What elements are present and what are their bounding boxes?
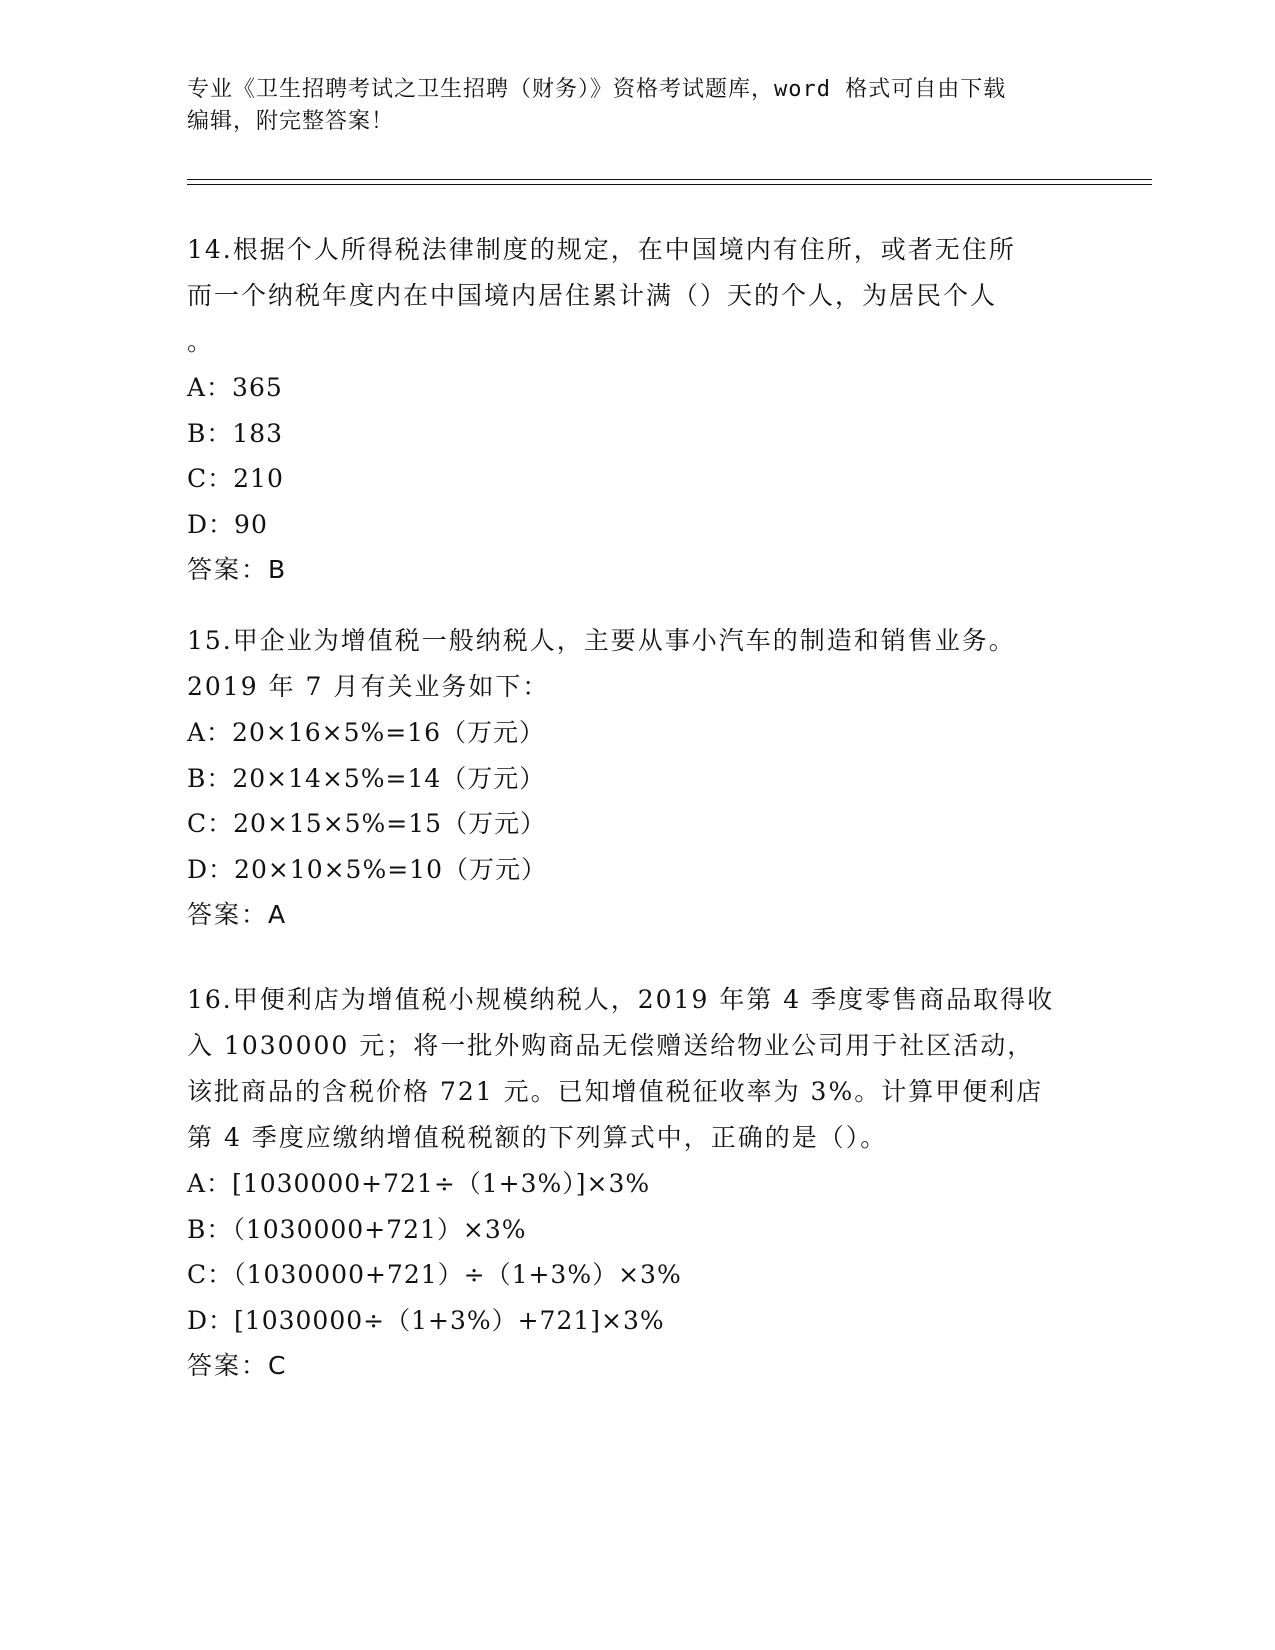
option-d: D：20×10×5%=10（万元）	[187, 854, 547, 884]
header-divider-bottom	[187, 184, 1152, 185]
option-d: D：90	[187, 509, 268, 539]
option-c: C：（1030000+721）÷（1+3%）×3%	[187, 1260, 682, 1289]
question-stem-line: 该批商品的含税价格 721 元。已知增值税征收率为 3%。计算甲便利店	[187, 1077, 1044, 1106]
header-line-1: 专业《卫生招聘考试之卫生招聘（财务）》资格考试题库，word 格式可自由下载	[187, 77, 1007, 102]
option-b: B：183	[187, 418, 284, 448]
question-16	[187, 977, 1087, 1388]
question-stem-line: 15.甲企业为增值税一般纳税人，主要从事小汽车的制造和销售业务。	[187, 626, 1016, 655]
answer-line: 答案：A	[187, 900, 288, 929]
question-14	[187, 227, 1087, 592]
question-stem-line: 16.甲便利店为增值税小规模纳税人，2019 年第 4 季度零售商品取得收	[187, 985, 1055, 1014]
question-stem-line: 入 1030000 元；将一批外购商品无偿赠送给物业公司用于社区活动，	[187, 1031, 1035, 1060]
option-b: B：20×14×5%=14（万元）	[187, 763, 546, 793]
option-b: B：（1030000+721）×3%	[187, 1214, 527, 1244]
option-d: D：[1030000÷（1+3%）+721]×3%	[187, 1305, 665, 1335]
option-a: A：[1030000+721÷（1+3%）]×3%	[187, 1169, 651, 1198]
option-a: A：365	[187, 373, 283, 402]
answer-line: 答案：C	[187, 1351, 288, 1380]
header-divider-top	[187, 179, 1152, 180]
option-c: C：210	[187, 464, 284, 493]
question-stem-line: 第 4 季度应缴纳增值税税额的下列算式中，正确的是（）。	[187, 1123, 888, 1152]
question-stem-line: 而一个纳税年度内在中国境内居住累计满（）天的个人，为居民个人	[187, 281, 998, 310]
answer-line: 答案：B	[187, 555, 288, 584]
question-15	[187, 618, 1087, 937]
option-a: A：20×16×5%=16（万元）	[187, 718, 545, 747]
question-stem-line: 14.根据个人所得税法律制度的规定，在中国境内有住所，或者无住所	[187, 235, 1016, 264]
question-stem-line: 。	[187, 327, 215, 356]
document-header	[187, 74, 1087, 138]
header-line-2: 编辑，附完整答案！	[187, 109, 395, 134]
question-stem-line: 2019 年 7 月有关业务如下：	[187, 672, 550, 701]
option-c: C：20×15×5%=15（万元）	[187, 809, 547, 838]
